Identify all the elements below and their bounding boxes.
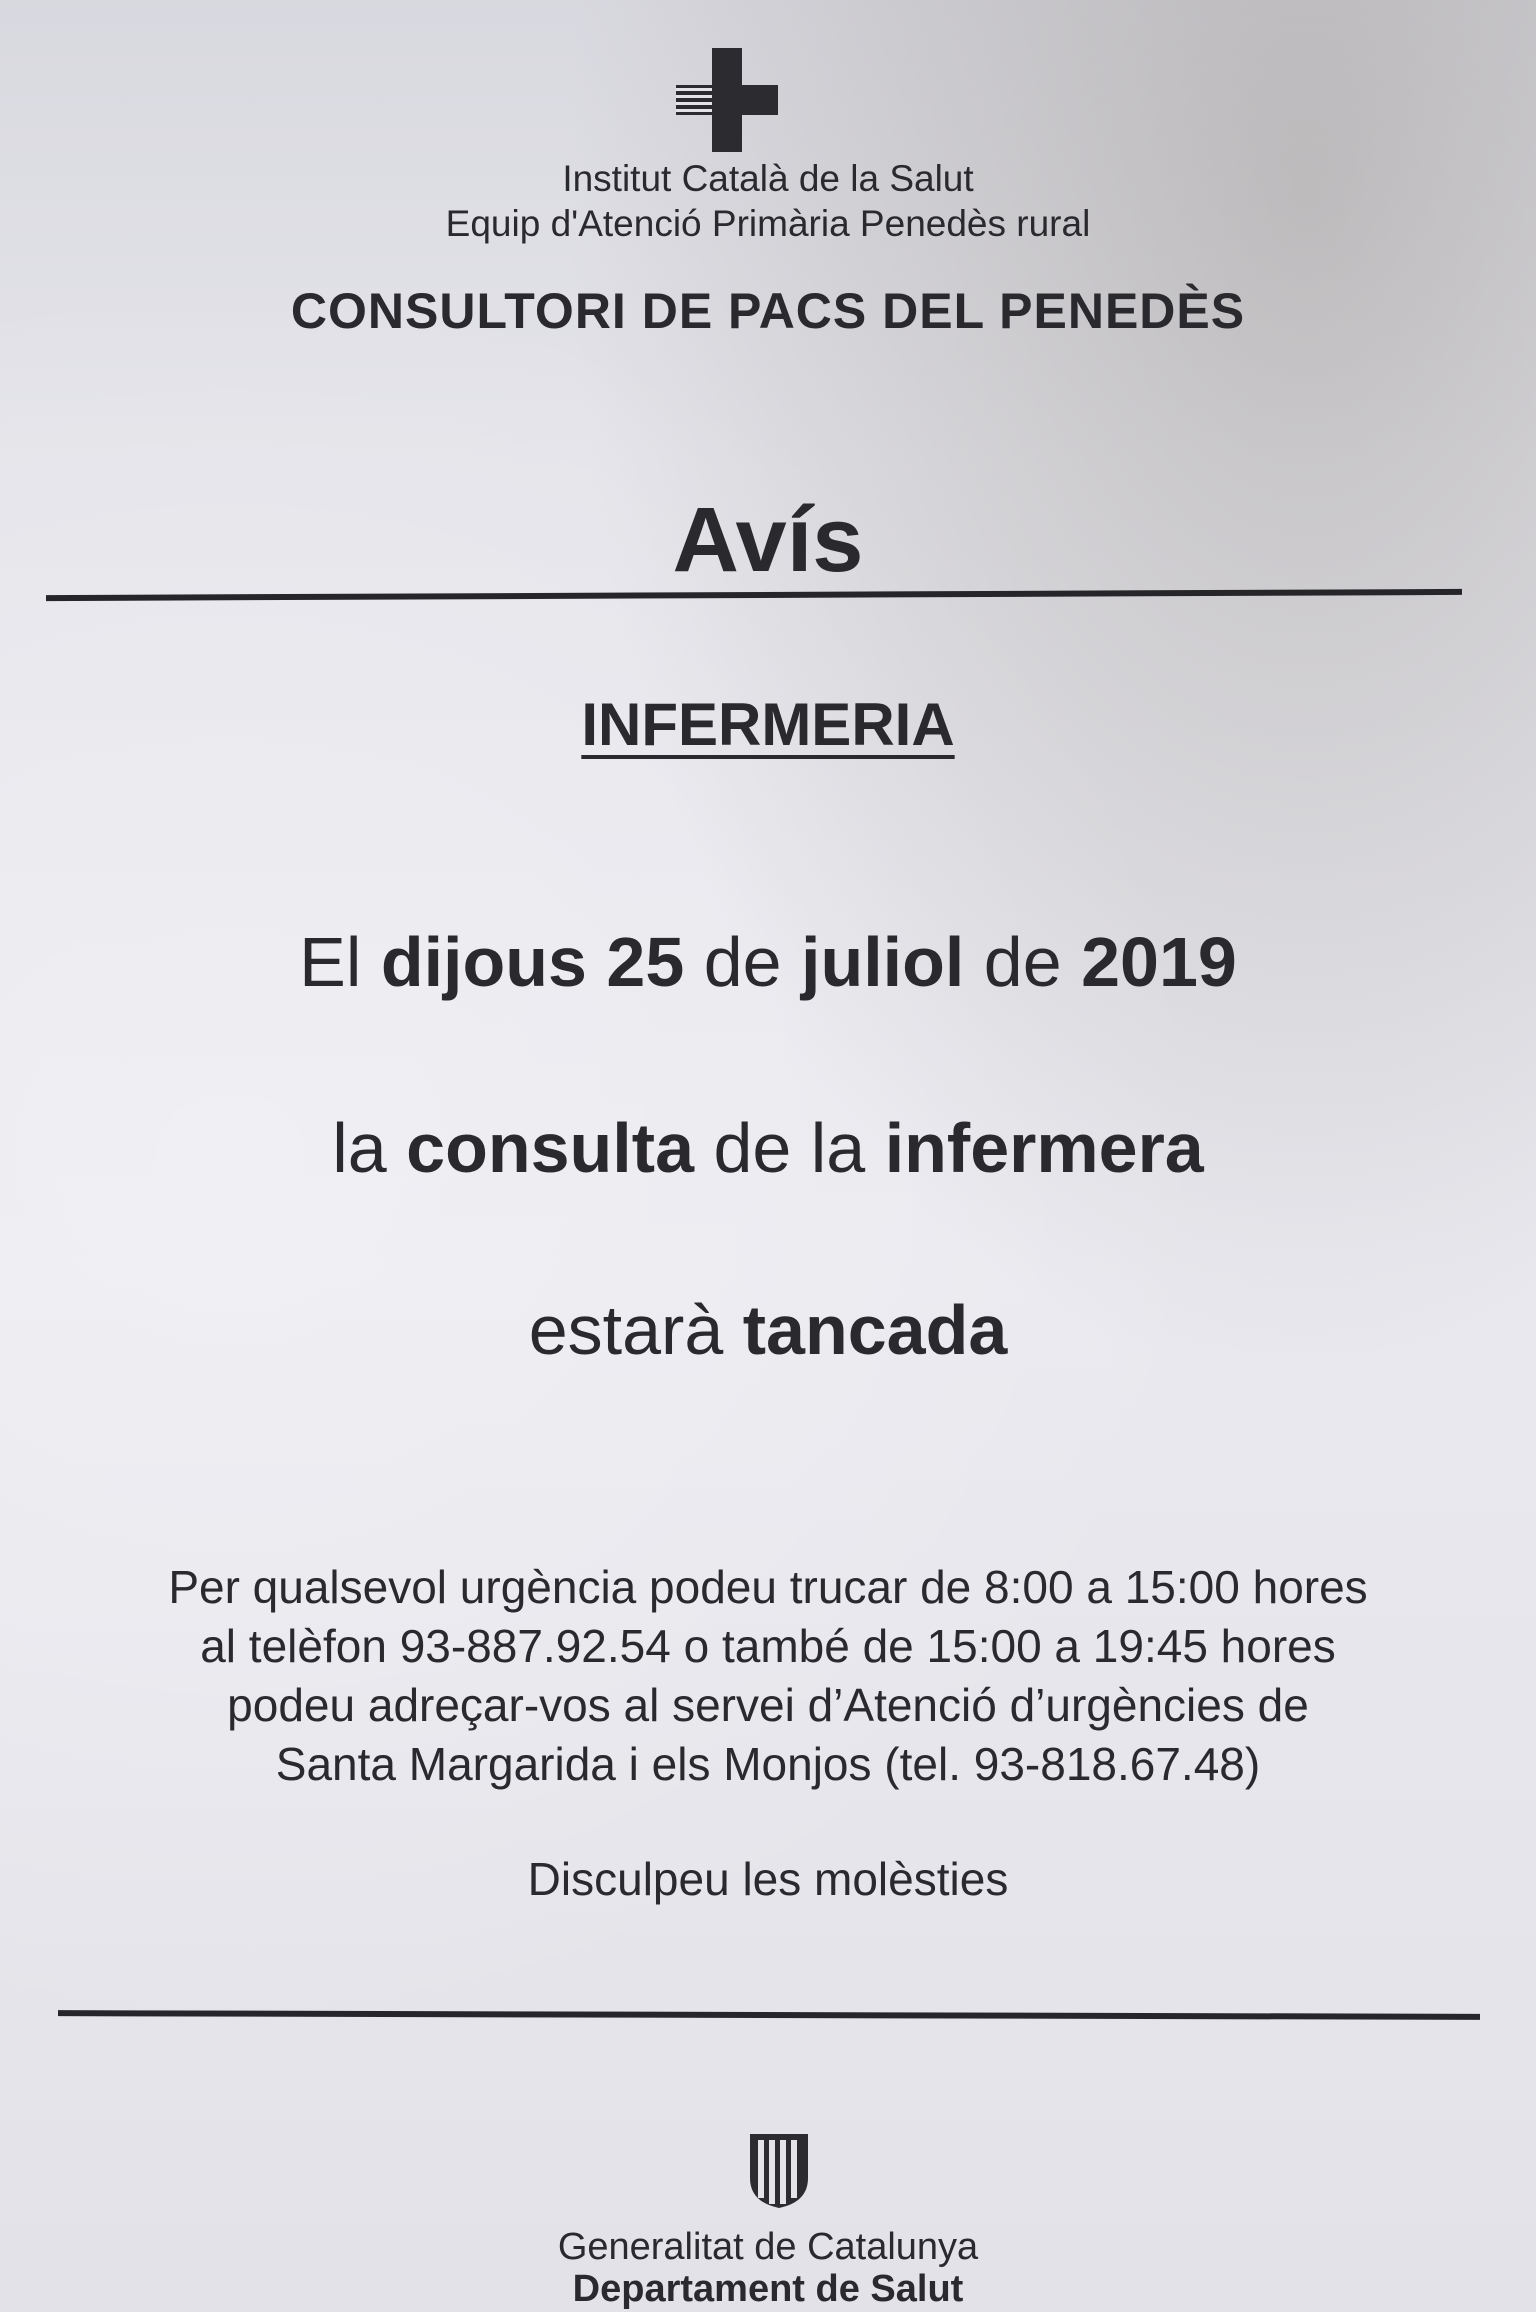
department-name: Departament de Salut (572, 2268, 964, 2310)
info-line: podeu adreçar-vos al servei d’Atenció d’urgències de (227, 1679, 1309, 1731)
bottom-divider (58, 2010, 1480, 2020)
notice-title: Avís (672, 489, 864, 591)
date-line (0, 922, 1536, 1002)
consult-text: la (332, 1109, 407, 1187)
org-name: Institut Català de la Salut (562, 158, 974, 199)
consult-nurse: infermera (884, 1109, 1204, 1187)
date-year: 2019 (1081, 923, 1237, 1001)
closed-line (0, 1290, 1536, 1370)
consult-keyword: consulta (406, 1109, 694, 1187)
consult-text: de la (694, 1109, 885, 1187)
ics-cross-logo-icon (676, 48, 778, 152)
org-team: Equip d'Atenció Primària Penedès rural (445, 203, 1091, 244)
urgency-info (0, 1558, 1536, 1794)
consult-line (0, 1108, 1536, 1188)
closed-keyword: tancada (742, 1291, 1008, 1369)
clinic-name: CONSULTORI DE PACS DEL PENEDÈS (290, 283, 1246, 339)
generalitat-name: Generalitat de Catalunya (557, 2226, 979, 2268)
date-month: juliol (801, 923, 965, 1001)
info-line: Santa Margarida i els Monjos (tel. 93-818.67.48) (275, 1738, 1261, 1790)
apology-text: Disculpeu les molèsties (527, 1853, 1009, 1905)
date-text: El (299, 923, 381, 1001)
date-text: de (964, 923, 1082, 1001)
date-text: de (684, 923, 802, 1001)
section-heading-text: INFERMERIA (581, 691, 955, 758)
date-day: dijous 25 (380, 923, 685, 1001)
info-line: Per qualsevol urgència podeu trucar de 8:00 a 15:00 hores (168, 1561, 1368, 1613)
generalitat-logo-icon (746, 2130, 812, 2210)
info-line: al telèfon 93-887.92.54 o també de 15:00 a 19:45 hores (200, 1620, 1336, 1672)
closed-text: estarà (528, 1291, 743, 1369)
section-heading (0, 690, 1536, 759)
